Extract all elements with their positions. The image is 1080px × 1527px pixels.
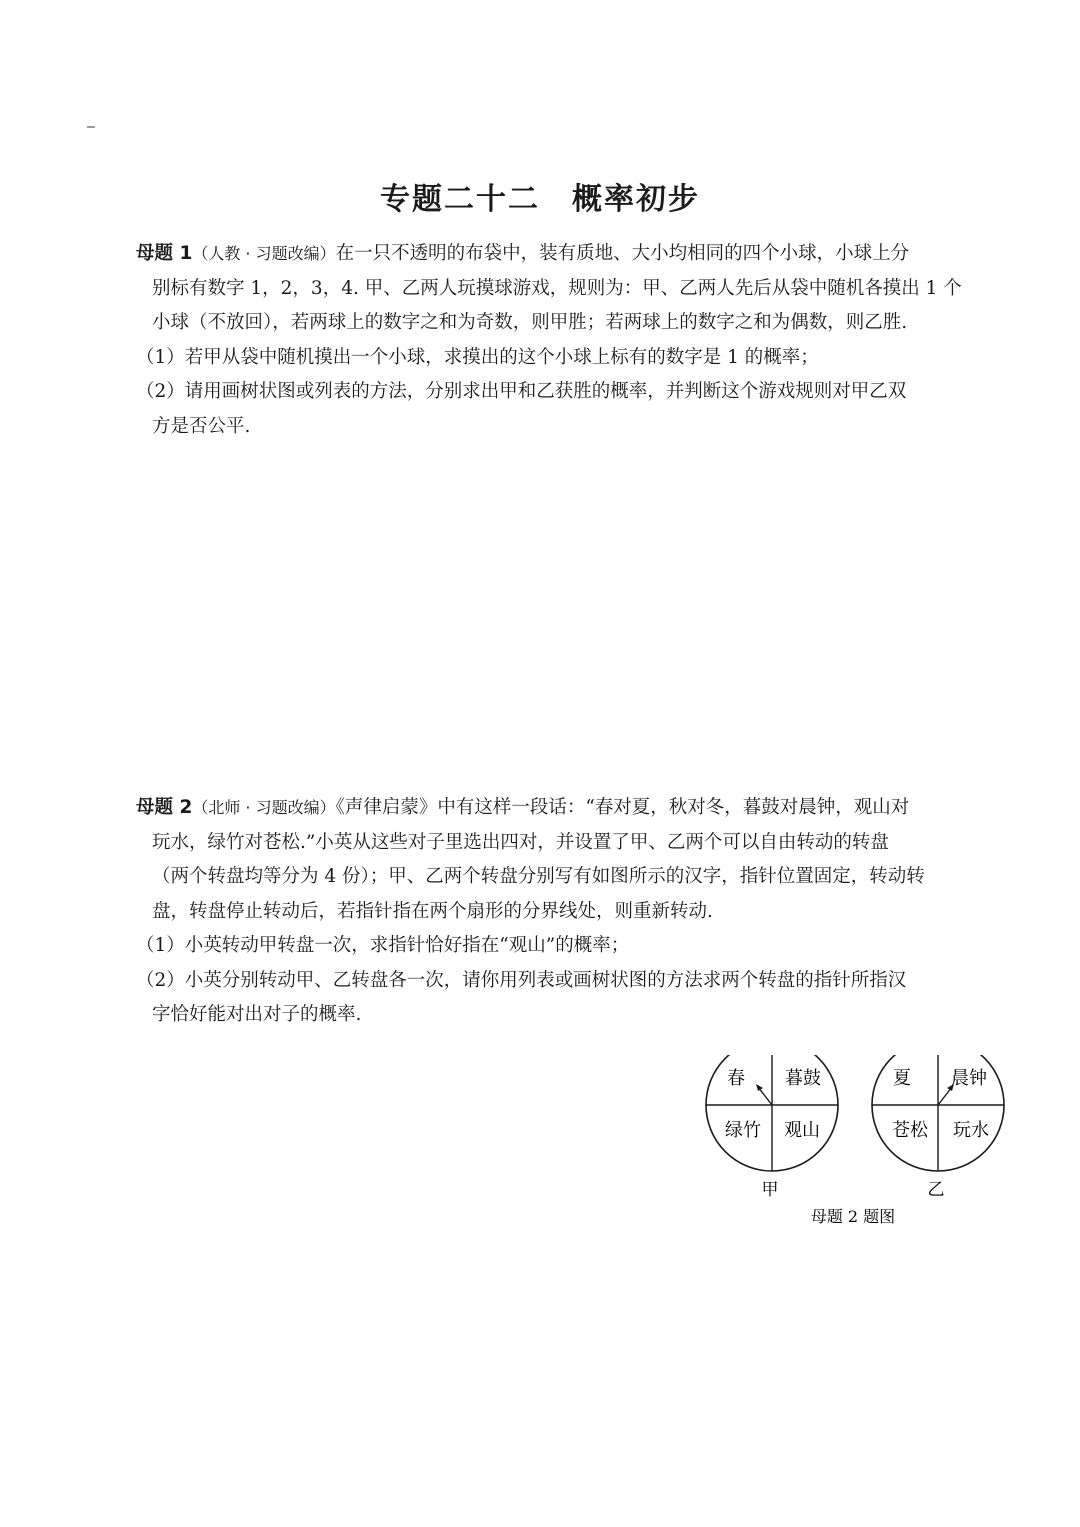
scan-speck	[87, 126, 95, 128]
spinner-b-bottom-left: 苍松	[892, 1120, 928, 1141]
problem-2-label: 母题 2	[136, 797, 193, 818]
problem-2-stem-line-1	[136, 791, 1008, 826]
spinner-b	[872, 1055, 1004, 1200]
spinner-b-top-left: 夏	[893, 1068, 911, 1089]
problem-2-stem-line-4: 盘，转盘停止转动后，若指针指在两个扇形的分界线处，则重新转动.	[152, 900, 713, 922]
figure-caption: 母题 2 题图	[810, 1207, 896, 1226]
problem-1-source: （人教 · 习题改编）	[192, 244, 336, 263]
problem-1	[136, 237, 1008, 444]
problem-2-stem-text-1: 《声律启蒙》中有这样一段话：“春对夏，秋对冬，暮鼓对晨钟，观山对	[335, 797, 910, 818]
spinner-a	[706, 1055, 838, 1200]
problem-1-question-1: （1）若甲从袋中随机摸出一个小球，求摸出的这个小球上标有的数字是 1 的概率；	[136, 346, 819, 368]
problem-1-label: 母题 1	[136, 243, 193, 264]
problem-1-stem-line-1	[136, 237, 1008, 272]
spinner-a-bottom-right: 观山	[784, 1120, 820, 1141]
problem-1-stem-line-2: 别标有数字 1，2，3，4. 甲、乙两人玩摸球游戏，规则为：甲、乙两人先后从袋中随机各摸出 1 个	[152, 277, 962, 299]
spinner-a-top-right: 暮鼓	[785, 1068, 821, 1089]
problem-2-stem-line-3: （两个转盘均等分为 4 份）；甲、乙两个转盘分别写有如图所示的汉字，指针位置固定，转动转	[152, 866, 925, 887]
problem-2-question-2-line-2: 字恰好能对出对子的概率.	[152, 1004, 362, 1025]
spinner-figure	[690, 1055, 1020, 1235]
problem-1-stem-text-1: 在一只不透明的布袋中，装有质地、大小均相同的四个小球，小球上分	[335, 243, 910, 264]
problem-1-question-2-line-1: （2）请用画树状图或列表的方法，分别求出甲和乙获胜的概率，并判断这个游戏规则对甲乙双	[136, 381, 907, 402]
spinner-a-bottom-left: 绿竹	[725, 1120, 761, 1141]
problem-2-question-2-line-1: （2）小英分别转动甲、乙转盘各一次，请你用列表或画树状图的方法求两个转盘的指针所指汉	[136, 969, 907, 991]
problem-2-stem-line-2: 玩水，绿竹对苍松.”小英从这些对子里选出四对，并设置了甲、乙两个可以自由转动的转盘	[152, 831, 889, 853]
problem-2-question-1: （1）小英转动甲转盘一次，求指针恰好指在“观山”的概率；	[136, 935, 630, 956]
spinner-b-label: 乙	[927, 1180, 945, 1200]
spinner-a-pointer-arrowhead	[756, 1084, 763, 1091]
spinner-b-top-right: 晨钟	[951, 1068, 987, 1089]
problem-1-stem-line-3: 小球（不放回），若两球上的数字之和为奇数，则甲胜；若两球上的数字之和为偶数，则乙胜.	[152, 312, 908, 333]
page-title: 专题二十二 概率初步	[380, 182, 700, 217]
spinner-figure-svg	[690, 1055, 1020, 1235]
spinner-b-bottom-right: 玩水	[953, 1120, 989, 1141]
problem-2-source: （北师 · 习题改编）	[192, 798, 336, 817]
spinner-a-top-left: 春	[727, 1068, 745, 1089]
problem-1-question-2-line-2: 方是否公平.	[152, 415, 251, 437]
problem-2	[136, 791, 1008, 1033]
spinner-a-label: 甲	[761, 1180, 779, 1200]
